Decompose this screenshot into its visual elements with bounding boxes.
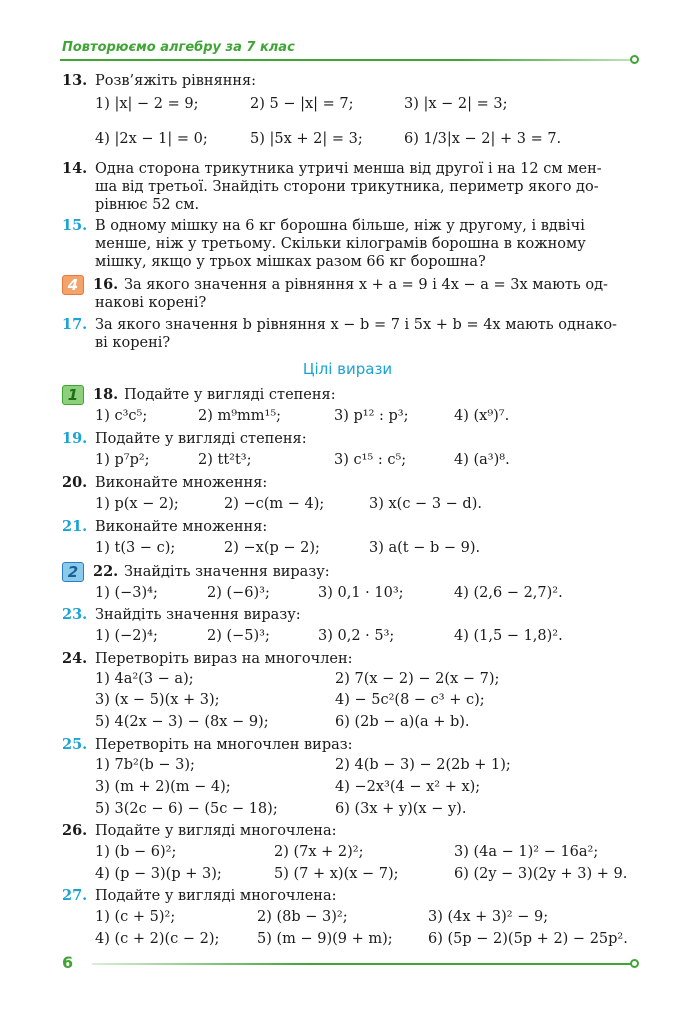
- difficulty-level-4-badge: 4: [62, 275, 84, 295]
- exercise-19-item: 2) tt²t³;: [198, 452, 252, 468]
- header-rule: [60, 59, 634, 61]
- exercise-27-item: 5) (m − 9)(9 + m);: [257, 931, 393, 947]
- exercise-23-item: 2) (−5)³;: [207, 628, 270, 644]
- exercise-26-text: Подайте у вигляді многочлена:: [95, 823, 337, 839]
- exercise-13-item: 3) |x − 2| = 3;: [404, 96, 508, 112]
- exercise-13-item: 6) 1/3|x − 2| + 3 = 7.: [404, 131, 562, 147]
- exercise-22-item: 2) (−6)³;: [207, 585, 270, 601]
- difficulty-level-1-badge: 1: [62, 385, 84, 405]
- exercise-26-item: 3) (4a − 1)² − 16a²;: [454, 844, 599, 860]
- exercise-25-item: 6) (3x + y)(x − y).: [335, 801, 467, 817]
- exercise-22-text: Знайдіть значення виразу:: [124, 564, 330, 580]
- exercise-18-item: 4) (x⁹)⁷.: [454, 408, 510, 424]
- exercise-20-number: 20.: [62, 474, 88, 491]
- exercise-27-item: 2) (8b − 3)²;: [257, 909, 348, 925]
- exercise-14-line: Одна сторона трикутника утричі менша від другої і на 12 см мен-: [95, 161, 602, 177]
- exercise-21-number: 21.: [62, 518, 88, 535]
- exercise-16-line: накові корені?: [95, 295, 207, 311]
- exercise-18-item: 1) c³c⁵;: [95, 408, 148, 424]
- page-header-title: Повторюємо алгебру за 7 клас: [62, 40, 295, 55]
- exercise-24-text: Перетворіть вираз на многочлен:: [95, 651, 353, 667]
- exercise-27-item: 4) (c + 2)(c − 2);: [95, 931, 220, 947]
- exercise-25-item: 4) −2x³(4 − x² + x);: [335, 779, 481, 795]
- exercise-27-item: 6) (5p − 2)(5p + 2) − 25p².: [428, 931, 628, 947]
- exercise-19-item: 3) c¹⁵ : c⁵;: [334, 452, 407, 468]
- exercise-20-item: 1) p(x − 2);: [95, 496, 179, 512]
- exercise-19-item: 4) (a³)⁸.: [454, 452, 510, 468]
- page-number: 6: [62, 953, 74, 972]
- exercise-25-number: 25.: [62, 736, 88, 753]
- exercise-27-text: Подайте у вигляді многочлена:: [95, 888, 337, 904]
- exercise-17-line: ві корені?: [95, 335, 171, 351]
- exercise-15-line: менше, ніж у третьому. Скільки кілограмів борошна в кожному: [95, 236, 586, 252]
- exercise-13-number: 13.: [62, 72, 88, 89]
- exercise-25-item: 5) 3(2c − 6) − (5c − 18);: [95, 801, 278, 817]
- exercise-14-number: 14.: [62, 160, 88, 177]
- exercise-23-number: 23.: [62, 606, 88, 623]
- exercise-13-item: 1) |x| − 2 = 9;: [95, 96, 199, 112]
- exercise-16-line: За якого значення a рівняння x + a = 9 і 4x − a = 3x мають од-: [124, 277, 608, 293]
- exercise-22-number: 22.: [93, 563, 119, 580]
- exercise-18-item: 2) m⁹mm¹⁵;: [198, 408, 282, 424]
- exercise-13-item: 2) 5 − |x| = 7;: [250, 96, 354, 112]
- exercise-17-line: За якого значення b рівняння x − b = 7 і 5x + b = 4x мають однако-: [95, 317, 617, 333]
- exercise-27-item: 3) (4x + 3)² − 9;: [428, 909, 549, 925]
- exercise-20-text: Виконайте множення:: [95, 475, 268, 491]
- exercise-27-item: 1) (c + 5)²;: [95, 909, 176, 925]
- exercise-18-number: 18.: [93, 386, 119, 403]
- exercise-20-item: 3) x(c − 3 − d).: [369, 496, 482, 512]
- exercise-24-item: 4) − 5c²(8 − c³ + c);: [335, 692, 485, 708]
- exercise-26-item: 2) (7x + 2)²;: [274, 844, 364, 860]
- exercise-15-number: 15.: [62, 217, 88, 234]
- exercise-26-item: 1) (b − 6)²;: [95, 844, 177, 860]
- exercise-14-line: ша від третьої. Знайдіть сторони трикутника, периметр якого до-: [95, 179, 599, 195]
- exercise-25-item: 1) 7b²(b − 3);: [95, 757, 195, 773]
- section-title: Цілі вирази: [302, 360, 393, 378]
- exercise-22-item: 1) (−3)⁴;: [95, 585, 158, 601]
- exercise-23-item: 1) (−2)⁴;: [95, 628, 158, 644]
- exercise-22-item: 3) 0,1 · 10³;: [318, 585, 404, 601]
- footer-rule: [92, 963, 634, 965]
- exercise-21-item: 2) −x(p − 2);: [224, 540, 320, 556]
- exercise-15-line: мішку, якщо у трьох мішках разом 66 кг борошна?: [95, 254, 486, 270]
- exercise-20-item: 2) −c(m − 4);: [224, 496, 325, 512]
- exercise-19-number: 19.: [62, 430, 88, 447]
- exercise-13-item: 5) |5x + 2| = 3;: [250, 131, 363, 147]
- exercise-18-item: 3) p¹² : p³;: [334, 408, 409, 424]
- exercise-25-item: 2) 4(b − 3) − 2(2b + 1);: [335, 757, 511, 773]
- exercise-13-item: 4) |2x − 1| = 0;: [95, 131, 208, 147]
- exercise-15-line: В одному мішку на 6 кг борошна більше, ніж у другому, і вдвічі: [95, 218, 585, 234]
- exercise-26-item: 4) (p − 3)(p + 3);: [95, 866, 222, 882]
- exercise-21-item: 3) a(t − b − 9).: [369, 540, 481, 556]
- exercise-13-text: Розв’яжіть рівняння:: [95, 73, 257, 89]
- exercise-23-item: 4) (1,5 − 1,8)².: [454, 628, 563, 644]
- exercise-24-item: 3) (x − 5)(x + 3);: [95, 692, 220, 708]
- exercise-26-number: 26.: [62, 822, 88, 839]
- exercise-23-item: 3) 0,2 · 5³;: [318, 628, 395, 644]
- exercise-22-item: 4) (2,6 − 2,7)².: [454, 585, 563, 601]
- exercise-24-item: 6) (2b − a)(a + b).: [335, 714, 470, 730]
- exercise-26-item: 5) (7 + x)(x − 7);: [274, 866, 399, 882]
- exercise-24-number: 24.: [62, 650, 88, 667]
- exercise-23-text: Знайдіть значення виразу:: [95, 607, 301, 623]
- exercise-21-text: Виконайте множення:: [95, 519, 268, 535]
- exercise-24-item: 2) 7(x − 2) − 2(x − 7);: [335, 671, 500, 687]
- exercise-27-number: 27.: [62, 887, 88, 904]
- exercise-18-text: Подайте у вигляді степеня:: [124, 387, 336, 403]
- exercise-25-item: 3) (m + 2)(m − 4);: [95, 779, 231, 795]
- exercise-26-item: 6) (2y − 3)(2y + 3) + 9.: [454, 866, 628, 882]
- exercise-19-item: 1) p⁷p²;: [95, 452, 150, 468]
- header-rule-end-dot: [630, 55, 639, 64]
- difficulty-level-2-badge: 2: [62, 562, 84, 582]
- exercise-25-text: Перетворіть на многочлен вираз:: [95, 737, 353, 753]
- exercise-16-number: 16.: [93, 276, 119, 293]
- exercise-17-number: 17.: [62, 316, 88, 333]
- exercise-24-item: 1) 4a²(3 − a);: [95, 671, 194, 687]
- exercise-21-item: 1) t(3 − c);: [95, 540, 176, 556]
- exercise-14-line: рівнює 52 см.: [95, 197, 200, 213]
- exercise-24-item: 5) 4(2x − 3) − (8x − 9);: [95, 714, 269, 730]
- exercise-19-text: Подайте у вигляді степеня:: [95, 431, 307, 447]
- footer-rule-end-dot: [630, 959, 639, 968]
